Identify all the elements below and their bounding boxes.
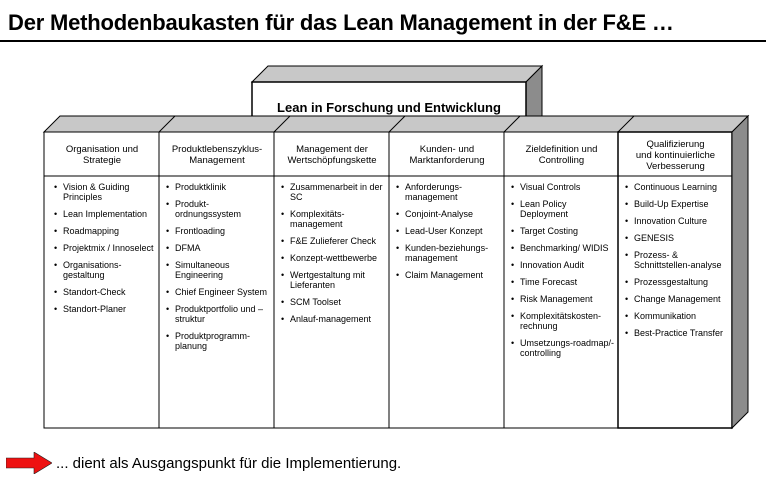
list-item: • Produktklinik [166,182,268,192]
column-5-heading: Zieldefinition und Controlling [525,144,598,166]
list-item: • Conjoint-Analyse [396,209,498,219]
list-item: • Komplexitäts-management [281,209,383,229]
list-item: • SCM Toolset [281,297,383,307]
column-6-items [625,182,729,345]
list-item: • Standort-Planer [54,304,154,314]
list-item: • Frontloading [166,226,268,236]
list-item: • DFMA [166,243,268,253]
list-item: • Organisations-gestaltung [54,260,154,280]
list-item: • Roadmapping [54,226,154,236]
page-title: Der Methodenbaukasten für das Lean Management in der F&E … [8,10,674,35]
list-item: • Build-Up Expertise [625,199,729,209]
list-item: • Projektmix / Innoselect [54,243,154,253]
list-item: • Time Forecast [511,277,615,287]
column-1-items [54,182,154,321]
list-item: • Best-Practice Transfer [625,328,729,338]
list-item: • Vision & Guiding Principles [54,182,154,202]
list-item: • Target Costing [511,226,615,236]
list-item: • Komplexitätskosten-rechnung [511,311,615,331]
list-item: • Standort-Check [54,287,154,297]
list-item: • Benchmarking/ WIDIS [511,243,615,253]
list-item: • Continuous Learning [625,182,729,192]
list-item: • Kommunikation [625,311,729,321]
list-item: • Zusammenarbeit in der SC [281,182,383,202]
list-item: • Anlauf-management [281,314,383,324]
list-item: • F&E Zulieferer Check [281,236,383,246]
column-3-items [281,182,383,331]
list-item: • Anforderungs-management [396,182,498,202]
column-4-heading: Kunden- und Marktanforderung [409,144,485,166]
list-item: • Wertgestaltung mit Lieferanten [281,270,383,290]
list-item: • Produktportfolio und –struktur [166,304,268,324]
list-item: • GENESIS [625,233,729,243]
column-6-top [618,116,748,132]
list-item: • Produkt-ordnungssystem [166,199,268,219]
list-item: • Change Management [625,294,729,304]
column-5-items [511,182,615,365]
column-6-side [732,116,748,428]
list-item: • Visual Controls [511,182,615,192]
list-item: • Kunden-beziehungs-management [396,243,498,263]
list-item: • Lean Policy Deployment [511,199,615,219]
column-2-items [166,182,268,358]
list-item: • Simultaneous Engineering [166,260,268,280]
list-item: • Innovation Culture [625,216,729,226]
roof-box-top [252,66,542,82]
list-item: • Produktprogramm-planung [166,331,268,351]
list-item: • Innovation Audit [511,260,615,270]
list-item: • Lean Implementation [54,209,154,219]
list-item: • Chief Engineer System [166,287,268,297]
footer-text: ... dient als Ausgangspunkt für die Implementierung. [56,454,402,472]
column-3-heading: Management der Wertschöpfungskette [287,144,377,166]
column-6-heading: Qualifizierung und kontinuierliche Verbesserung [635,139,716,172]
list-item: • Prozessgestaltung [625,277,729,287]
list-item: • Konzept-wettbewerbe [281,253,383,263]
column-2-heading: Produktlebenszyklus- Management [171,144,263,166]
list-item: • Claim Management [396,270,498,280]
list-item: • Prozess- & Schnittstellen-analyse [625,250,729,270]
column-4-items [396,182,498,287]
list-item: • Risk Management [511,294,615,304]
column-1-heading: Organisation und Strategie [65,144,139,166]
roof-label: Lean in Forschung und Entwicklung [277,99,501,115]
arrow-right-icon [6,452,52,474]
list-item: • Umsetzungs-roadmap/-controlling [511,338,615,358]
list-item: • Lead-User Konzept [396,226,498,236]
footer [6,452,401,474]
